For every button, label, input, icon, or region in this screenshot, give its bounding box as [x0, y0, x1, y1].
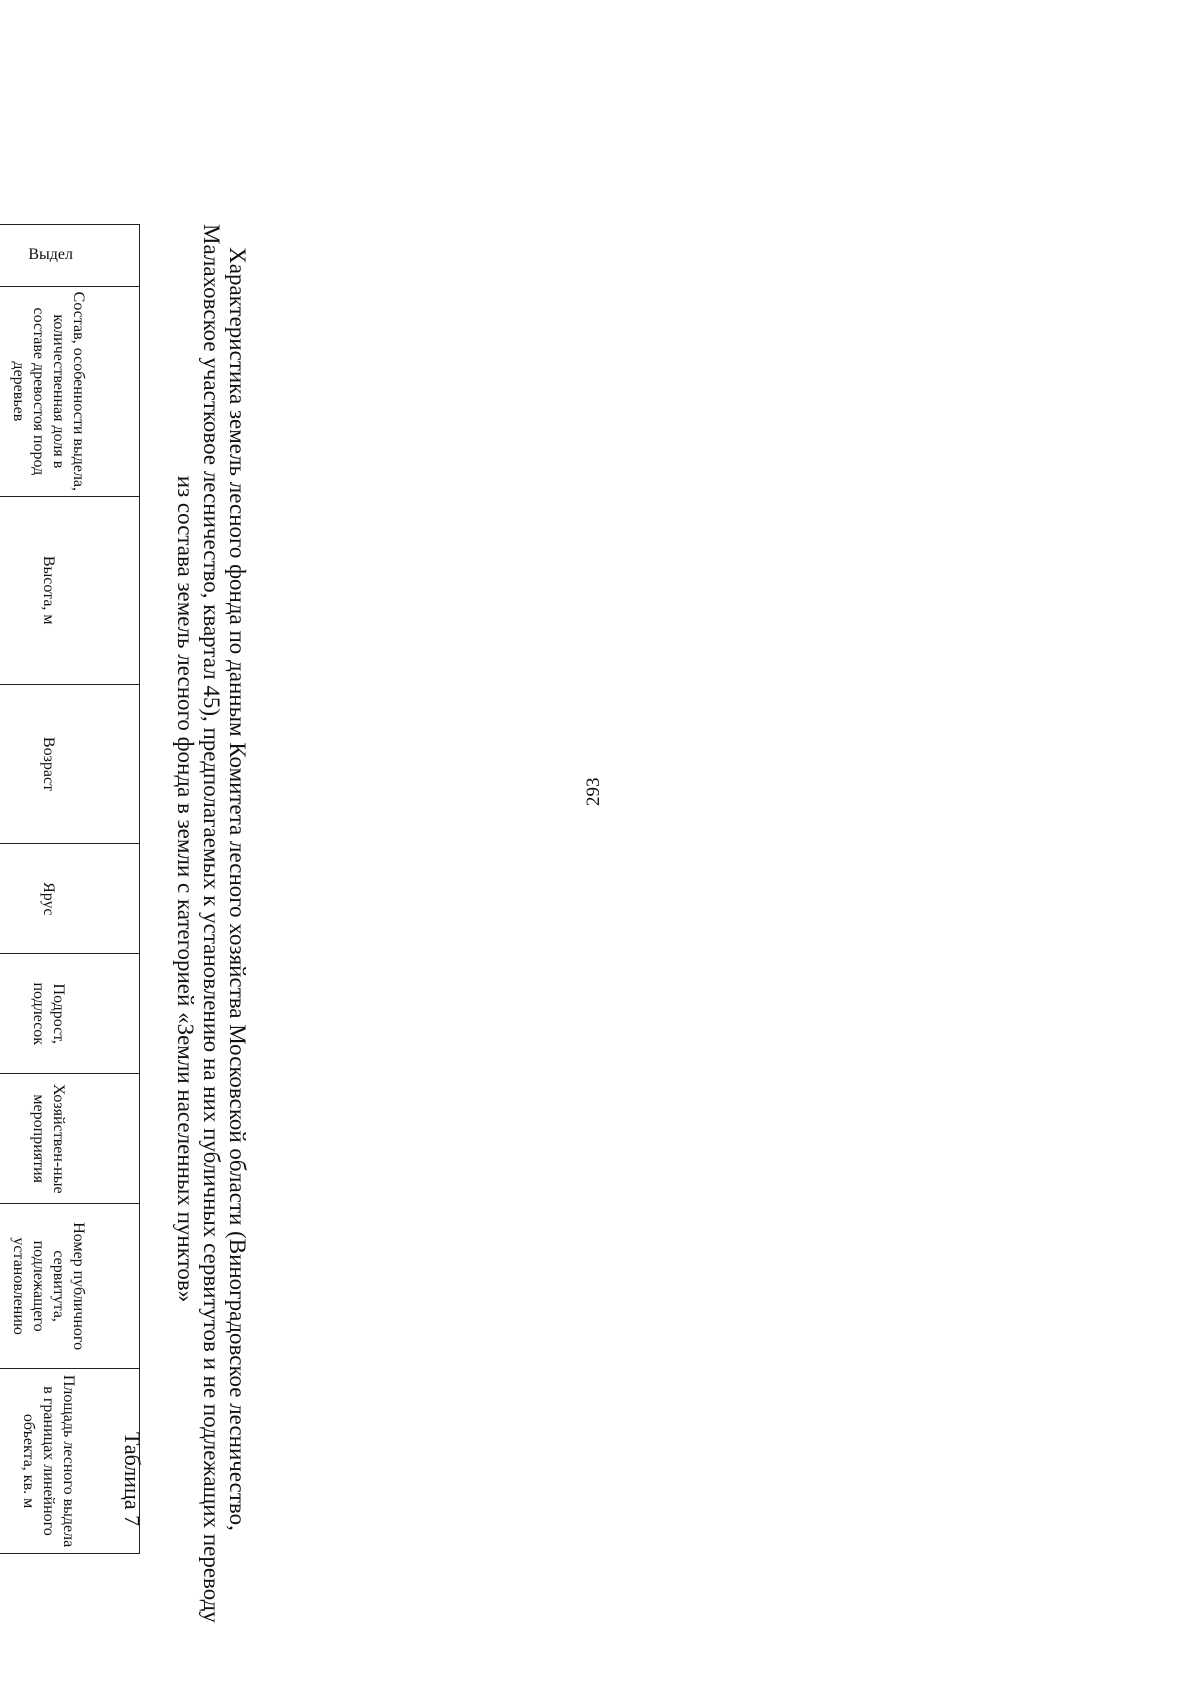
- header-composition: Состав, особенности выдела, количественная доля в составе древостоя пород деревьев: [0, 286, 140, 496]
- title-line: Характеристика земель лесного фонда по данным Комитета лесного хозяйства Московской области (Виноградовское лесничество,: [225, 247, 250, 1531]
- header-measures: Хозяйствен-ные мероприятия: [0, 1074, 140, 1204]
- title-line: из состава земель лесного фонда в земли с категорией «Земли населенных пунктов»: [173, 475, 198, 1303]
- header-vydel: Выдел: [0, 225, 140, 287]
- forest-land-table: [0, 224, 140, 1554]
- header-tier: Ярус: [0, 844, 140, 954]
- header-area: Площадь лесного выдела в границах линейного объекта, кв. м: [0, 1369, 140, 1554]
- header-row: [0, 225, 140, 1554]
- header-height: Высота, м: [0, 496, 140, 684]
- page-number: 293: [583, 777, 604, 806]
- table-label: Таблица 7: [120, 1432, 145, 1527]
- title-line: Малаховское участковое лесничество, квартал 45), предполагаемых к установлению на них публичных сервитутов и не подлежащих переводу: [199, 224, 224, 1623]
- header-servitude: Номер публичного сервитута, подлежащего установлению: [0, 1204, 140, 1369]
- header-age: Возраст: [0, 684, 140, 844]
- header-undergrowth: Подрост, подлесок: [0, 954, 140, 1074]
- table-title: [172, 224, 250, 1623]
